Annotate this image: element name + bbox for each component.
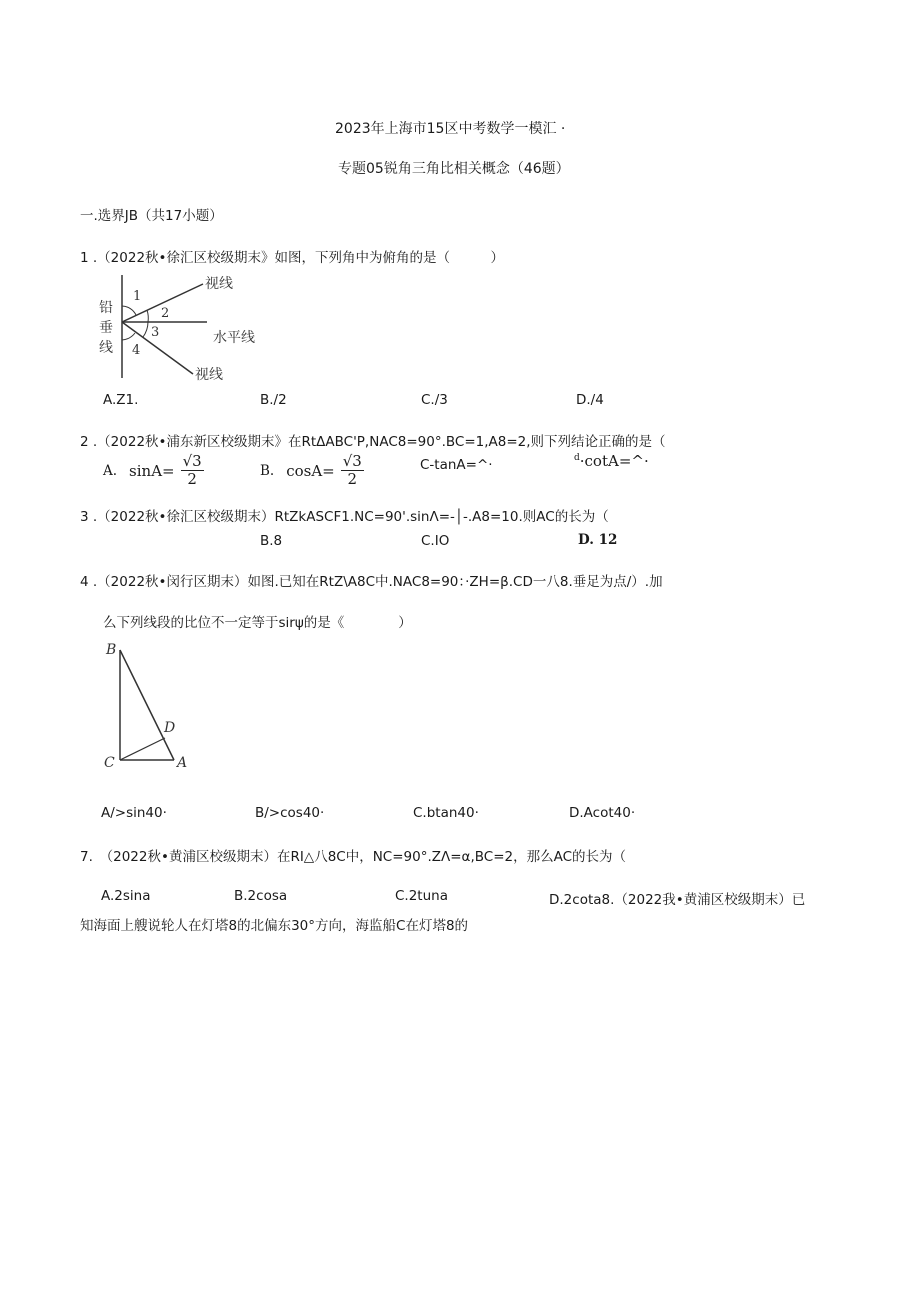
angle-arc-2 <box>147 310 148 322</box>
q3-option-c[interactable]: C.IO <box>421 533 450 549</box>
label-sight-bottom: 视线 <box>195 367 223 383</box>
q1-option-c[interactable]: C./3 <box>421 392 448 408</box>
q8-text-line2: 知海面上艘说轮人在灯塔8的北偏东30°方向，海监船C在灯塔8的 <box>80 918 469 934</box>
q2-option-b[interactable] <box>260 454 364 487</box>
altitude-cd <box>120 738 165 760</box>
q4-text-line2: 么下列线段的比位不一定等于sirψ的是《 ） <box>103 615 412 631</box>
vertex-d: D <box>164 720 176 736</box>
q2-option-a-expr: sinA= <box>129 461 175 480</box>
q7-option-d-and-q8[interactable]: D.2cota8.（2022我•黄浦区校级期末）已 <box>549 892 806 908</box>
q1-option-d[interactable]: D./4 <box>576 392 604 408</box>
q7-option-c[interactable]: C.2tuna <box>395 888 448 904</box>
angle-arc-3 <box>143 322 148 337</box>
vertex-b: B <box>106 642 117 658</box>
q2-option-b-numerator: √3 <box>342 452 362 470</box>
vertex-a: A <box>177 755 188 771</box>
q3-text: 3 .（2022秋•徐汇区校级期末）RtZkASCF1.NC=90'.sinΛ=-│-.A8=10.则AC的长为（ <box>80 509 609 525</box>
q2-option-b-expr: cosA= <box>286 461 335 480</box>
angle-label-4: 4 <box>132 343 141 358</box>
label-sight-top: 视线 <box>205 276 233 292</box>
label-horizontal: 水平线 <box>213 330 255 346</box>
angle-label-3: 3 <box>151 325 160 340</box>
angle-label-1: 1 <box>133 289 142 304</box>
q7-option-a[interactable]: A.2sina <box>101 888 151 904</box>
q2-option-c[interactable]: C-tanA=^· <box>420 457 493 473</box>
section-heading: 一.选界JB（共17小题） <box>80 208 223 224</box>
q2-option-a-numerator: √3 <box>182 452 202 470</box>
q2-text: 2 .（2022秋•浦东新区校级期末》在RtΔABC'P,NAC8=90°.BC=1,A8=2,则下列结论正确的是（ <box>80 434 666 450</box>
q2-option-d[interactable] <box>574 452 649 470</box>
q4-option-b[interactable]: B/>cos40· <box>255 805 325 821</box>
q2-option-a-fraction <box>181 454 204 487</box>
q4-figure <box>100 638 200 773</box>
q2-option-a[interactable] <box>103 454 204 487</box>
q4-option-a[interactable]: A/>sin40· <box>101 805 167 821</box>
label-plumb-3: 线 <box>99 340 113 356</box>
q2-option-b-fraction <box>341 454 364 487</box>
doc-title-line1: 2023年上海市15区中考数学一模汇 · <box>335 121 566 137</box>
q4-option-d[interactable]: D.Acot40· <box>569 805 636 821</box>
label-plumb-2: 垂 <box>99 320 113 336</box>
q2-option-d-sup: d <box>574 453 580 463</box>
q1-option-a[interactable]: A.Z1. <box>103 392 139 408</box>
q7-option-b[interactable]: B.2cosa <box>234 888 288 904</box>
q4-text-line1: 4 .（2022秋•闵行区期末）如图.已知在RtZ\A8C中.NAC8=90：·ZH=β.CD一八8.垂足为点/）.加 <box>80 574 663 590</box>
q1-option-b[interactable]: B./2 <box>260 392 287 408</box>
q4-option-c[interactable]: C.btan40· <box>413 805 479 821</box>
q7-text: 7. （2022秋•黄浦区校级期末）在RI△八8C中，NC=90°.ZΛ=α,BC=2，那么AC的长为（ <box>80 849 627 865</box>
q3-option-b[interactable]: B.8 <box>260 533 283 549</box>
q2-option-b-denominator: 2 <box>347 470 358 488</box>
label-plumb-1: 铅 <box>99 300 113 316</box>
q1-text: 1 .（2022秋•徐汇区校级期末》如图，下列角中为俯角的是（ ） <box>80 250 504 266</box>
q3-option-d[interactable]: D. 12 <box>578 532 618 548</box>
angle-label-2: 2 <box>161 306 170 321</box>
angle-arc-1 <box>122 306 136 315</box>
q2-option-d-text: ·cotA=^· <box>579 452 649 470</box>
vertex-c: C <box>104 755 115 771</box>
q2-option-a-prefix: A. <box>103 462 118 479</box>
angle-arc-4 <box>122 333 135 340</box>
q2-option-b-prefix: B. <box>260 462 275 479</box>
side-ab <box>120 650 174 760</box>
q2-option-a-denominator: 2 <box>187 470 197 488</box>
q1-figure <box>95 270 275 385</box>
doc-title-line2: 专题05锐角三角比相关概念（46题） <box>338 161 570 177</box>
